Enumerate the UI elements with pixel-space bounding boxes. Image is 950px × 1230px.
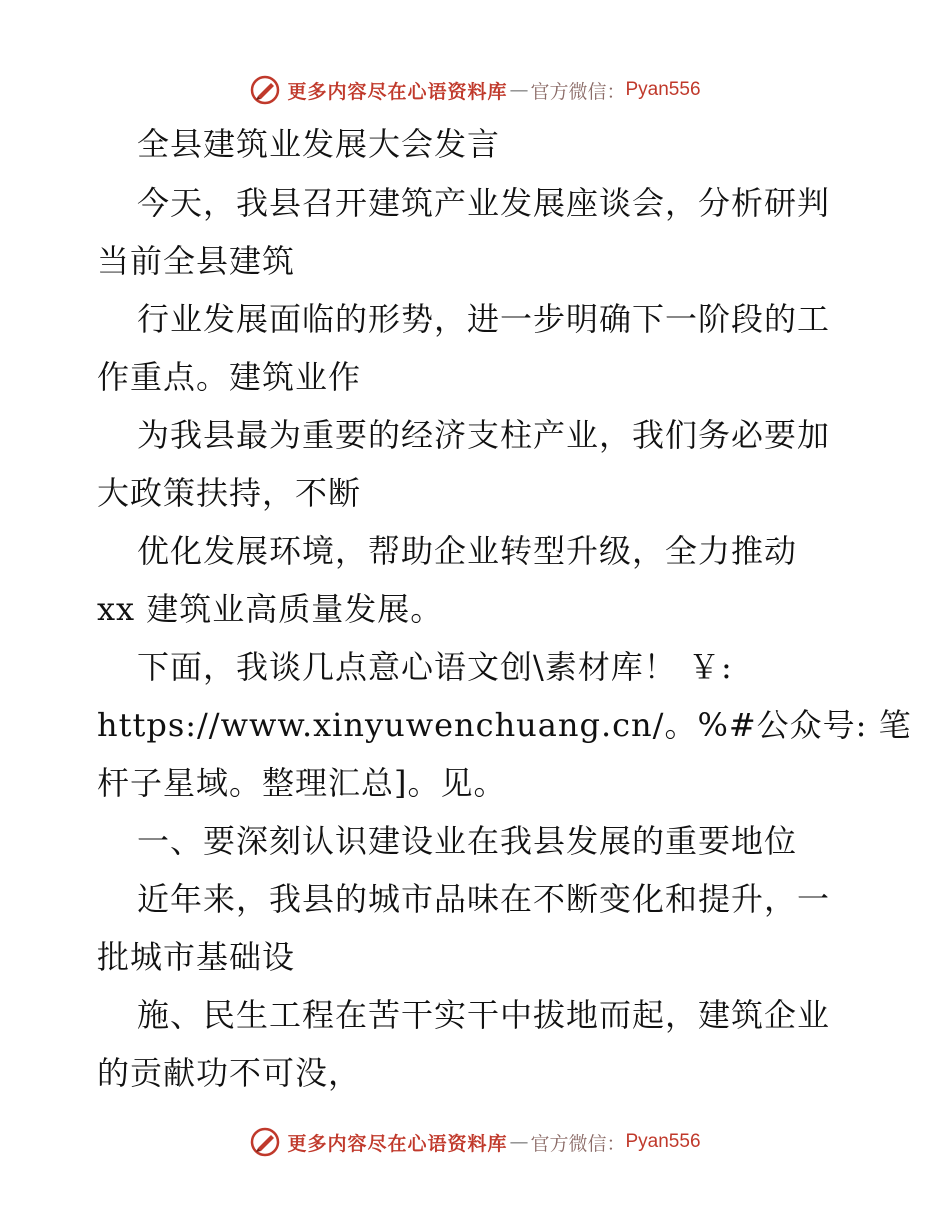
doc-line: 施、民生工程在苦干实干中拔地而起，建筑企业 (137, 996, 831, 1034)
doc-title: 全县建筑业发展大会发言 (137, 125, 501, 163)
banner-dash: — (509, 79, 529, 101)
header-watermark (0, 70, 950, 110)
doc-line: 大政策扶持，不断 (97, 474, 362, 512)
doc-section-heading: 一、要深刻认识建设业在我县发展的重要地位 (137, 822, 798, 860)
doc-line: 今天，我县召开建筑产业发展座谈会，分析研判 (137, 184, 831, 222)
doc-line: 行业发展面临的形势，进一步明确下一阶段的工 (137, 300, 831, 338)
banner-wechat-label: 官方微信： (530, 80, 626, 103)
doc-line: 当前全县建筑 (97, 242, 296, 280)
banner-site-text: 更多内容尽在心语资料库 (287, 80, 508, 103)
doc-line: 批城市基础设 (97, 938, 296, 976)
doc-line: 近年来，我县的城市品味在不断变化和提升，一 (137, 880, 831, 918)
logo-icon (249, 1126, 281, 1158)
doc-line: 为我县最为重要的经济支柱产业，我们务必要加 (137, 416, 831, 454)
doc-line: 优化发展环境，帮助企业转型升级，全力推动 (137, 532, 798, 570)
doc-line: 的贡献功不可没， (97, 1054, 362, 1092)
logo-icon (249, 74, 281, 106)
banner-wechat-id: Pyan556 (625, 79, 701, 100)
doc-line: 杆子星域。整理汇总]。见。 (97, 764, 507, 802)
footer-watermark (0, 1122, 950, 1162)
banner-site-text: 更多内容尽在心语资料库 (287, 1132, 508, 1155)
doc-line-url: https://www.xinyuwenchuang.cn/。%#公众号: 笔 (97, 706, 912, 744)
banner-wechat-id: Pyan556 (625, 1131, 701, 1152)
doc-line: 作重点。建筑业作 (97, 358, 362, 396)
doc-line: xx 建筑业高质量发展。 (97, 590, 444, 628)
banner-wechat-label: 官方微信： (530, 1132, 626, 1155)
banner-dash: — (509, 1131, 529, 1153)
doc-line: 下面，我谈几点意心语文创\素材库！ ￥: (137, 648, 733, 686)
